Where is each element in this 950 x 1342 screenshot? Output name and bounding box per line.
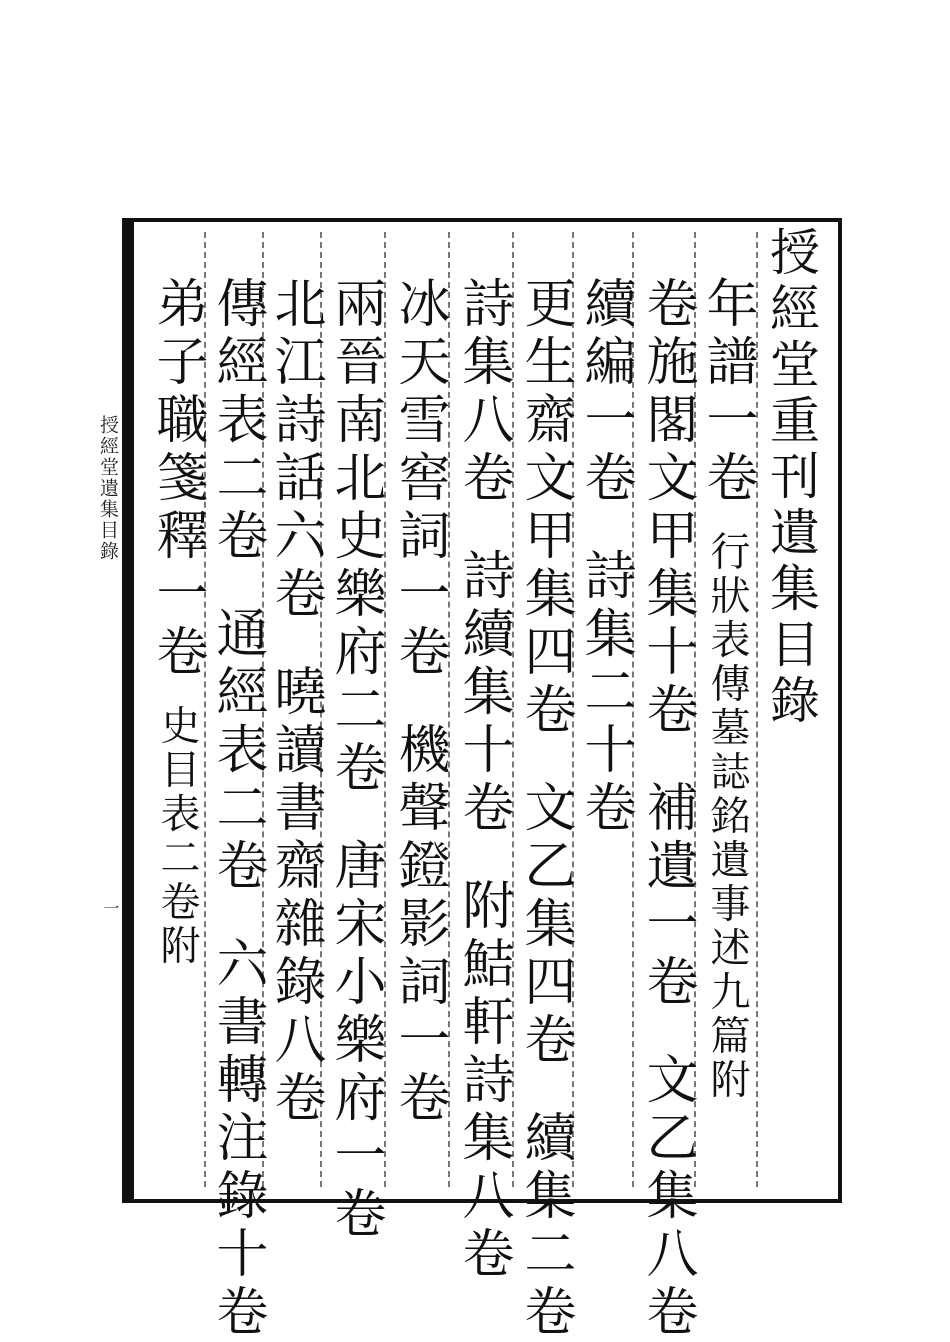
- entry-text: 年譜一卷: [697, 276, 757, 508]
- entry-text: 續集二卷: [515, 1110, 575, 1342]
- entry-text: 唐宋小樂府一卷: [325, 838, 385, 1244]
- entry-text: 詩集二十卷: [575, 548, 635, 838]
- entry-text: 曉讀書齋雜錄八卷: [265, 664, 325, 1128]
- entry-text: 冰天雪窖詞一卷: [389, 276, 449, 682]
- entry-text: 通經表二卷: [207, 606, 267, 896]
- entry-text: 文乙集八卷: [637, 1052, 697, 1342]
- entry-note: 史目表二卷附: [154, 704, 200, 969]
- catalog-column: [515, 276, 575, 1342]
- margin-page-number: 一: [101, 900, 120, 916]
- entry-note: 行狀表傳墓誌銘遺事述九篇附: [704, 530, 750, 1103]
- catalog-column: [207, 276, 267, 1342]
- entry-text: 文乙集四卷: [515, 780, 575, 1070]
- entry-text: 機聲鐙影詞一卷: [389, 722, 449, 1128]
- title-text: 授經堂重刊遺集目錄: [762, 226, 820, 730]
- catalog-column: [575, 276, 635, 838]
- entry-text: 北江詩話六卷: [265, 276, 325, 624]
- catalog-title: [764, 226, 818, 730]
- catalog-column: [637, 276, 697, 1342]
- catalog-column: [389, 276, 449, 1128]
- entry-text: 傳經表二卷: [207, 276, 267, 566]
- entry-text: 六書轉注錄十卷: [207, 936, 267, 1342]
- entry-text: 補遺一卷: [637, 780, 697, 1012]
- catalog-column: [325, 276, 385, 1244]
- entry-text: 更生齋文甲集四卷: [515, 276, 575, 740]
- entry-text: 附鮚軒詩集八卷: [453, 878, 513, 1284]
- entry-text: 卷施閣文甲集十卷: [637, 276, 697, 740]
- catalog-column: [265, 276, 325, 1128]
- margin-running-title: 授經堂遺集目錄: [97, 415, 119, 562]
- entry-text: 兩晉南北史樂府二卷: [325, 276, 385, 798]
- catalog-column: [697, 276, 757, 1103]
- entry-text: 續編一卷: [575, 276, 635, 508]
- catalog-column: [147, 276, 207, 969]
- entry-text: 弟子職箋釋一卷: [147, 276, 207, 682]
- entry-text: 詩集八卷: [453, 276, 513, 508]
- catalog-column: [453, 276, 513, 1284]
- entry-text: 詩續集十卷: [453, 548, 513, 838]
